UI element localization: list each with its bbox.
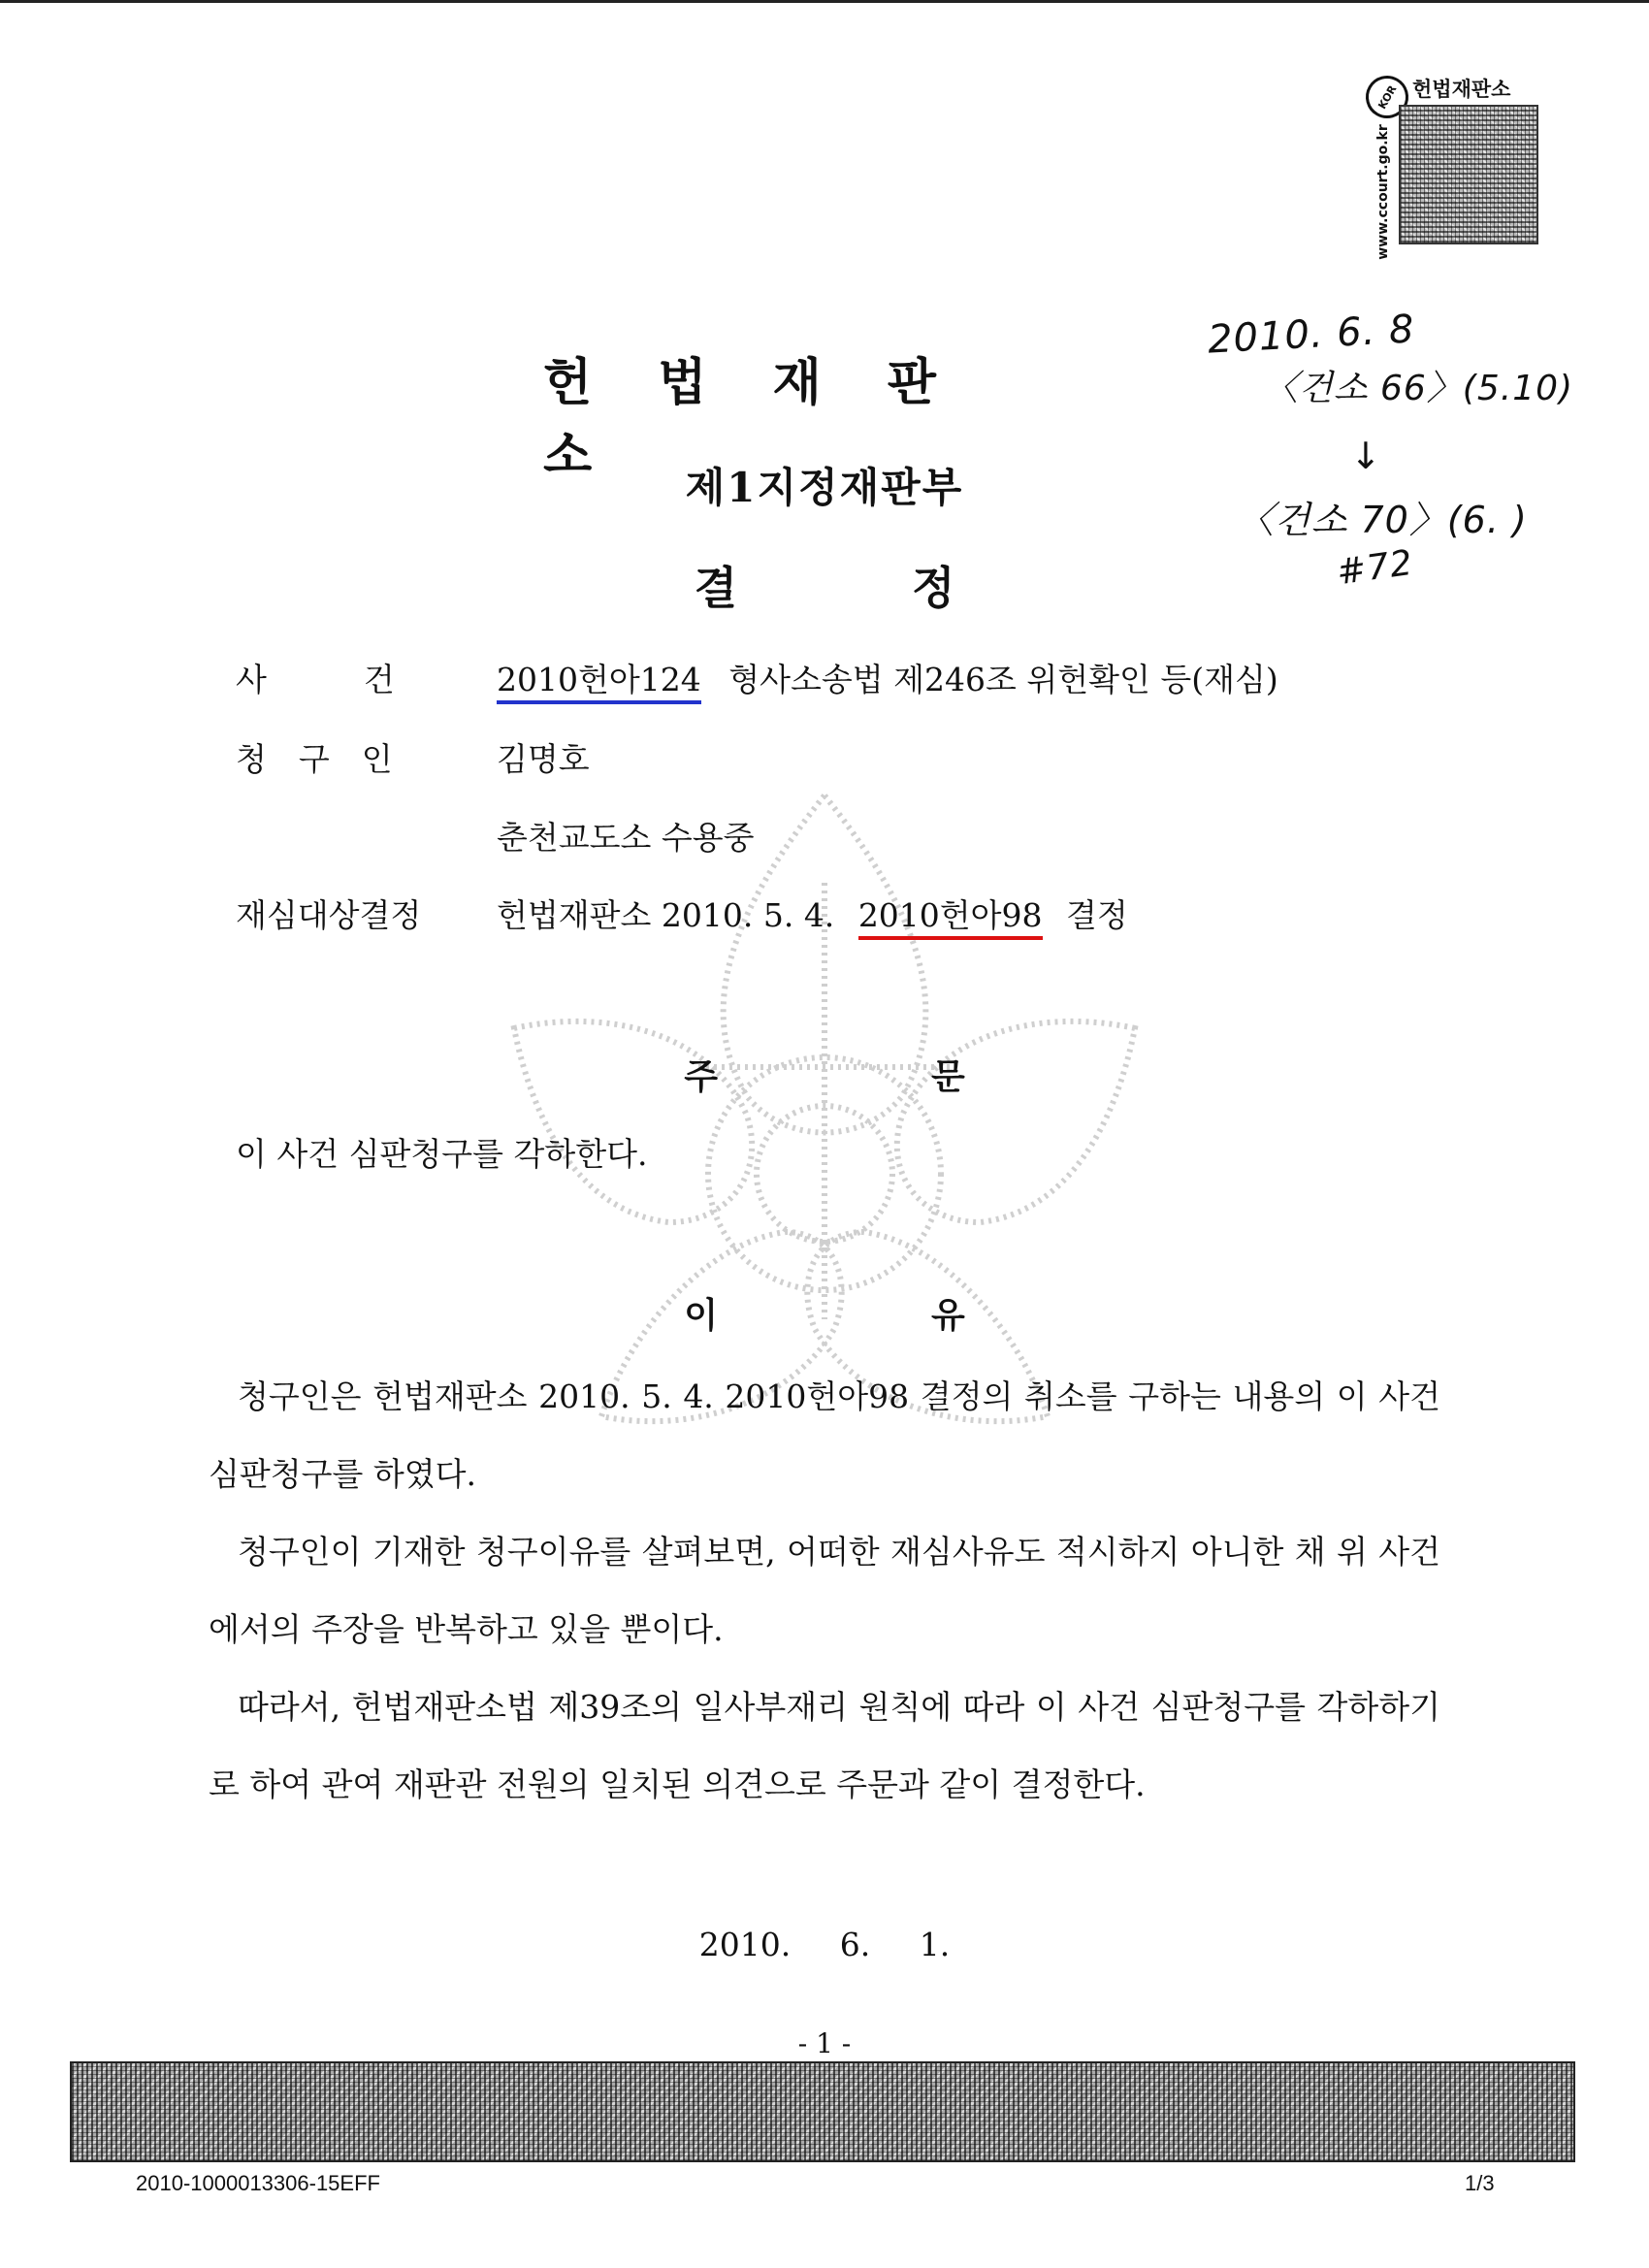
reason-paragraph-2: 청구인이 기재한 청구이유를 살펴보면, 어떠한 재심사유도 적시하지 아니한 채 위 사건에서의 주장을 반복하고 있을 뿐이다. [209,1533,1440,1648]
retrial-prefix: 헌법재판소 2010. 5. 4. [497,896,835,934]
reason-paragraph-3: 따라서, 헌법재판소법 제39조의 일사부재리 원칙에 따라 이 사건 심판청구를 각하하기로 하여 관여 재판관 전원의 일치된 의견으로 주문과 같이 결정한다. [209,1688,1440,1803]
decision-date: 2010. 6. 1. [698,1926,951,1963]
qr-code-icon [1399,105,1538,244]
reason-paragraph-1: 청구인은 헌법재판소 2010. 5. 4. 2010헌아98 결정의 취소를 구하는 내용의 이 사건 심판청구를 하였다. [209,1377,1440,1493]
stamp-court-name: 헌법재판소 [1412,78,1511,101]
top-border-line [0,0,1649,3]
handwritten-note-2: 〈건소 70〉(6. ) [1237,499,1528,541]
handwritten-note-1: 〈건소 66〉(5.10) [1263,369,1574,408]
order-text: 이 사건 심판청구를 각하한다. [236,1135,648,1173]
document-id: 2010-1000013306-15EFF [136,2171,380,2195]
claimant-address: 춘천교도소 수용중 [497,819,755,857]
barcode-strip-icon [70,2061,1575,2162]
retrial-label: 재심대상결정 [236,896,422,934]
panel-title: 제1지정재판부 [685,464,964,511]
claimant-label: 청구인 [236,740,425,778]
stamp-url: www.ccourt.go.kr [1375,124,1391,260]
case-title: 형사소송법 제246조 위헌확인 등(재심) [728,661,1278,698]
retrial-info [497,891,1128,936]
document-type: 결정 [694,562,1130,614]
retrial-suffix: 결정 [1066,896,1128,934]
case-info [497,655,1278,700]
kor-badge-icon: KOR [1358,68,1416,126]
order-heading: 주문 [684,1056,1179,1097]
footer-page-count: 1/3 [1465,2171,1495,2195]
case-label: 사건 [236,661,492,698]
handwritten-date: 2010. 6. 8 [1206,307,1416,363]
reason-heading: 이유 [684,1295,1179,1336]
claimant-name: 김명호 [497,740,590,778]
handwritten-note-3: #72 [1334,542,1416,594]
page-title: 헌법재판소 [543,353,1002,485]
handwritten-arrow-icon: ↓ [1350,435,1382,477]
court-stamp [1366,68,1536,260]
case-number: 2010헌아124 [497,661,701,704]
reason-body [209,1358,1440,1824]
retrial-case-number: 2010헌아98 [858,896,1043,940]
page-number: - 1 - [797,2027,852,2059]
